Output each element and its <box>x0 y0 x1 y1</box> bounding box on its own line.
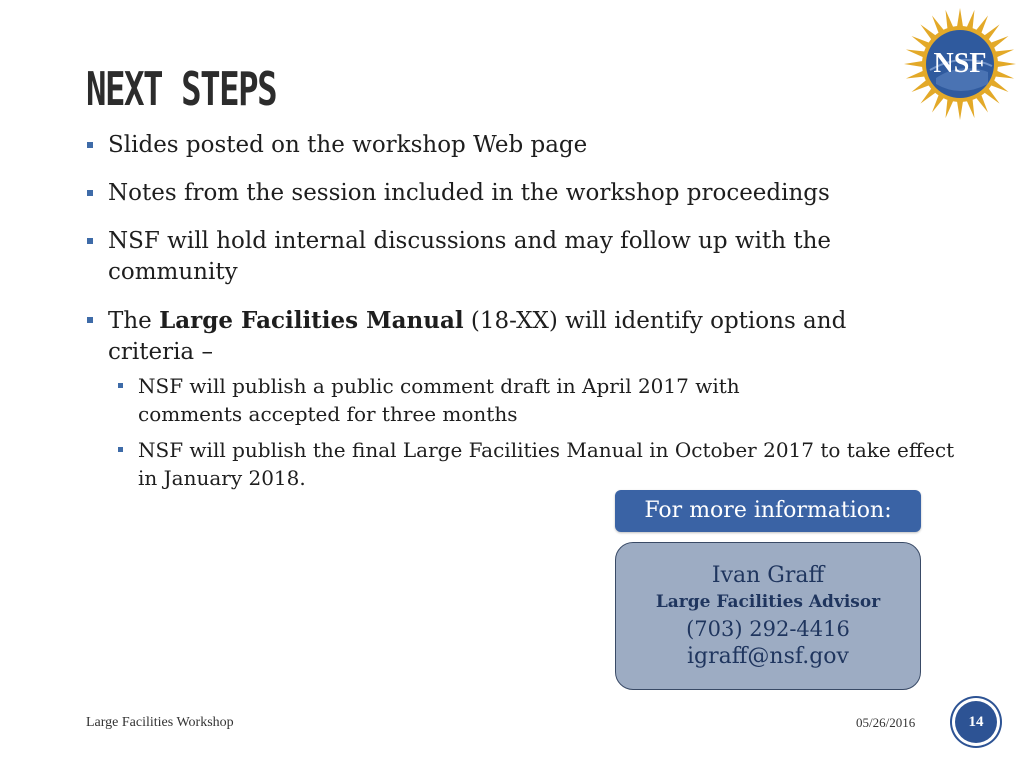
nsf-logo-text: NSF <box>933 48 987 79</box>
sub-bullet-item <box>116 372 838 428</box>
bullet-text: Notes from the session included in the workshop proceedings <box>108 180 830 206</box>
contact-name: Ivan Graff <box>711 563 825 588</box>
sub-bullet-marker-icon <box>118 447 123 452</box>
bullet-item-lfm <box>86 305 928 368</box>
footer-date: 05/26/2016 <box>856 715 916 730</box>
sub-bullet-text: NSF will publish the final Large Facilities Manual in October 2017 to take effect in January 2018. <box>138 438 955 490</box>
sub-bullet-text: NSF will publish a public comment draft in April 2017 with comments accepted for three months <box>138 374 740 426</box>
logo-ray <box>957 100 963 120</box>
contact-email-link[interactable]: igraff@nsf.gov <box>687 644 849 669</box>
sub-bullet-item <box>116 436 958 492</box>
page-number-badge: 14 <box>955 701 997 743</box>
bullet-item <box>86 226 908 288</box>
info-header: For more information: <box>615 490 921 532</box>
bullet-marker-icon <box>87 190 93 196</box>
logo-ray <box>957 8 963 28</box>
footer-text: Large Facilities Workshop <box>86 715 234 730</box>
sub-bullet-marker-icon <box>118 383 123 388</box>
bullet-marker-icon <box>87 317 93 323</box>
contact-card <box>615 542 921 690</box>
slide-title: NEXT STEPS <box>86 62 277 116</box>
contact-role: Large Facilities Advisor <box>655 592 881 612</box>
bullet-item <box>86 130 966 161</box>
bullet-item <box>86 178 966 209</box>
nsf-logo-icon <box>900 4 1020 124</box>
sub-bullet-list <box>116 372 966 492</box>
bullet-text-bold: Large Facilities Manual <box>159 307 464 334</box>
bullet-text-prefix: The <box>108 308 160 334</box>
bullet-marker-icon <box>87 238 93 244</box>
logo-ray <box>996 61 1016 67</box>
bullet-list <box>86 130 966 500</box>
bullet-text: NSF will hold internal discussions and may follow up with the community <box>108 228 832 285</box>
logo-ray <box>904 61 924 67</box>
bullet-text: Slides posted on the workshop Web page <box>108 132 588 158</box>
nsf-logo-svg <box>900 4 1020 124</box>
bullet-text-suffix: (18-XX) will identify options and criteria – <box>108 308 847 365</box>
contact-phone: (703) 292-4416 <box>686 617 850 641</box>
bullet-marker-icon <box>87 142 93 148</box>
